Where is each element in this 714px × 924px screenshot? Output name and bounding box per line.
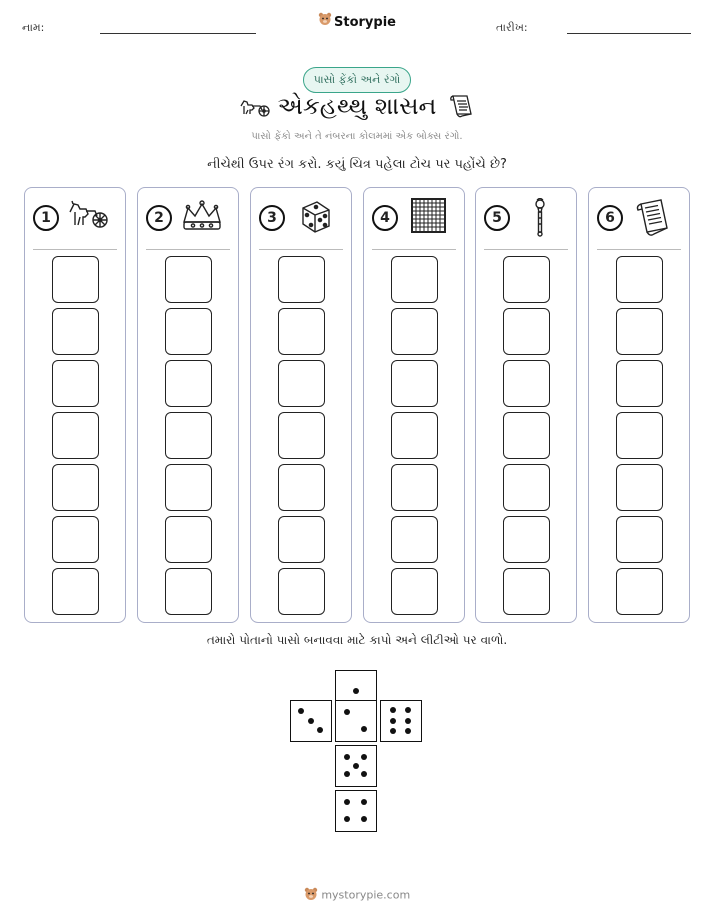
color-box[interactable]: [278, 360, 325, 407]
color-box[interactable]: [503, 360, 550, 407]
page-subtitle: પાસો ફેંકો અને તે નંબરના કોલમમાં એક બોક્સ રંગો.: [251, 131, 463, 142]
scroll-title-icon: [447, 92, 475, 124]
column-6: [588, 187, 690, 623]
color-box[interactable]: [52, 256, 99, 303]
column-divider: [33, 249, 117, 250]
column-header: [138, 198, 238, 242]
color-box[interactable]: [278, 412, 325, 459]
grid-icon: [406, 198, 450, 238]
dice-pip: [344, 816, 350, 822]
color-box[interactable]: [503, 308, 550, 355]
dice-pip: [344, 771, 350, 777]
color-box[interactable]: [165, 256, 212, 303]
color-box[interactable]: [278, 516, 325, 563]
date-field[interactable]: [567, 33, 691, 34]
crown-icon: [180, 198, 224, 238]
column-number: 3: [259, 205, 285, 231]
dice-face-4: [335, 790, 377, 832]
dice-face-5: [335, 745, 377, 787]
color-box[interactable]: [52, 568, 99, 615]
column-1: [24, 187, 126, 623]
color-box[interactable]: [616, 308, 663, 355]
color-box[interactable]: [503, 464, 550, 511]
column-5: [475, 187, 577, 623]
color-box[interactable]: [165, 568, 212, 615]
dice-pip: [353, 763, 359, 769]
dice-pip: [298, 708, 304, 714]
column-number: 6: [597, 205, 623, 231]
dice-pip: [361, 799, 367, 805]
horse-chariot-icon: [67, 198, 111, 238]
color-box[interactable]: [391, 308, 438, 355]
color-box[interactable]: [278, 464, 325, 511]
color-box[interactable]: [165, 516, 212, 563]
dice-pip: [405, 718, 411, 724]
dice-face-3: [290, 700, 332, 742]
column-divider: [259, 249, 343, 250]
color-box[interactable]: [165, 360, 212, 407]
page-title: એકહથ્થુ શાસન: [277, 92, 437, 120]
dice-pip: [390, 728, 396, 734]
color-box[interactable]: [391, 412, 438, 459]
dice-icon: [293, 198, 337, 238]
dice-pip: [390, 707, 396, 713]
color-box[interactable]: [52, 412, 99, 459]
column-divider: [597, 249, 681, 250]
color-box[interactable]: [391, 464, 438, 511]
dice-pip: [344, 754, 350, 760]
color-box[interactable]: [391, 256, 438, 303]
dice-face-6: [380, 700, 422, 742]
color-box[interactable]: [616, 568, 663, 615]
color-box[interactable]: [616, 360, 663, 407]
dice-pip: [353, 688, 359, 694]
scroll-icon: [631, 198, 675, 238]
color-box[interactable]: [503, 256, 550, 303]
brand-name: Storypie: [334, 15, 396, 30]
dice-pip: [405, 707, 411, 713]
column-header: [251, 198, 351, 242]
column-2: [137, 187, 239, 623]
column-number: 5: [484, 205, 510, 231]
dice-pip: [361, 771, 367, 777]
color-box[interactable]: [278, 308, 325, 355]
color-box[interactable]: [616, 412, 663, 459]
dice-pip: [361, 754, 367, 760]
color-box[interactable]: [52, 308, 99, 355]
column-divider: [372, 249, 456, 250]
dice-pip: [344, 709, 350, 715]
column-number: 2: [146, 205, 172, 231]
color-box[interactable]: [503, 568, 550, 615]
color-box[interactable]: [503, 412, 550, 459]
column-divider: [484, 249, 568, 250]
dice-pip: [361, 726, 367, 732]
column-number: 4: [372, 205, 398, 231]
column-3: [250, 187, 352, 623]
date-label: તારીખ:: [496, 21, 528, 34]
color-box[interactable]: [391, 516, 438, 563]
column-divider: [146, 249, 230, 250]
color-box[interactable]: [52, 516, 99, 563]
dice-pip: [405, 728, 411, 734]
bear-footer-icon: [304, 887, 318, 904]
footer-url: mystorypie.com: [321, 888, 411, 902]
color-box[interactable]: [278, 568, 325, 615]
dice-pip: [344, 799, 350, 805]
color-box[interactable]: [278, 256, 325, 303]
column-header: [589, 198, 689, 242]
dice-face-2: [335, 700, 377, 742]
column-header: [25, 198, 125, 242]
dice-pip: [308, 718, 314, 724]
footer: [0, 887, 714, 904]
column-number: 1: [33, 205, 59, 231]
color-box[interactable]: [616, 464, 663, 511]
scepter-icon: [518, 198, 562, 238]
dice-pip: [390, 718, 396, 724]
dice-pip: [317, 727, 323, 733]
column-4: [363, 187, 465, 623]
cut-instruction: તમારો પોતાનો પાસો બનાવવા માટે કાપો અને લીટીઓ પર વાળો.: [206, 633, 508, 647]
name-label: નામ:: [22, 21, 45, 34]
brand-logo: [0, 12, 714, 30]
name-field[interactable]: [100, 33, 256, 34]
color-box[interactable]: [52, 360, 99, 407]
dice-pip: [361, 816, 367, 822]
color-box[interactable]: [391, 360, 438, 407]
color-box[interactable]: [52, 464, 99, 511]
color-box[interactable]: [391, 568, 438, 615]
column-header: [476, 198, 576, 242]
color-box[interactable]: [503, 516, 550, 563]
color-box[interactable]: [165, 464, 212, 511]
color-box[interactable]: [616, 516, 663, 563]
color-box[interactable]: [165, 308, 212, 355]
dice-net: [290, 670, 425, 835]
bear-logo-icon: [318, 12, 332, 30]
color-box[interactable]: [165, 412, 212, 459]
activity-pill: પાસો ફેંકો અને રંગો: [303, 67, 411, 93]
coloring-instruction: નીચેથી ઉપર રંગ કરો. કયું ચિત્ર પહેલા ટોચ પર પહોંચે છે?: [207, 157, 507, 172]
column-header: [364, 198, 464, 242]
color-box[interactable]: [616, 256, 663, 303]
